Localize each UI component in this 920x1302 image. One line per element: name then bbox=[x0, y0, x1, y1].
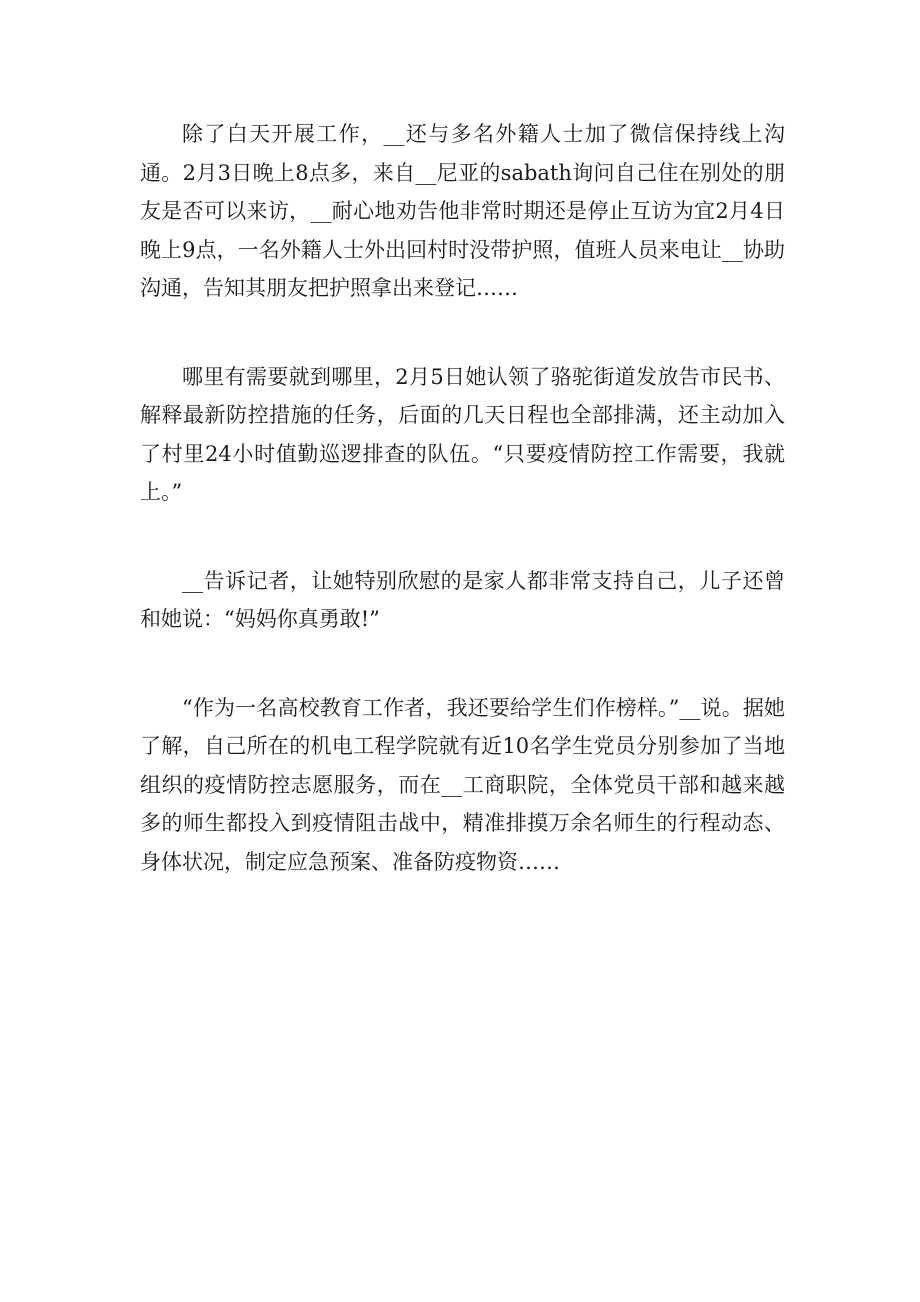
paragraph-4: “作为一名高校教育工作者，我还要给学生们作榜样。”__说。据她了解，自己所在的机电工程学院就有近10名学生党员分别参加了当地组织的疫情防控志愿服务，而在__工商职院，全体党员干部和越来越多的师生都投入到疫情阻击战中，精准排摸万余名师生的行程动态、身体状况，制定应急预案、准备防疫物资…… bbox=[140, 695, 785, 874]
article-body bbox=[140, 115, 785, 881]
paragraph-1: 除了白天开展工作，__还与多名外籍人士加了微信保持线上沟通。2月3日晚上8点多，来自__尼亚的sabath询问自己住在别处的朋友是否可以来访，__耐心地劝告他非常时期还是停止互访为宜2月4日晚上9点，一名外籍人士外出回村时没带护照，值班人员来电让__协助沟通，告知其朋友把护照拿出来登记…… bbox=[140, 122, 785, 300]
paragraph-2: 哪里有需要就到哪里，2月5日她认领了骆驼街道发放告市民书、解释最新防控措施的任务，后面的几天日程也全部排满，还主动加入了村里24小时值勤巡逻排查的队伍。“只要疫情防控工作需要，我就上。” bbox=[140, 364, 785, 504]
paragraph-3: __告诉记者，让她特别欣慰的是家人都非常支持自己，儿子还曾和她说：“妈妈你真勇敢!” bbox=[140, 568, 785, 631]
